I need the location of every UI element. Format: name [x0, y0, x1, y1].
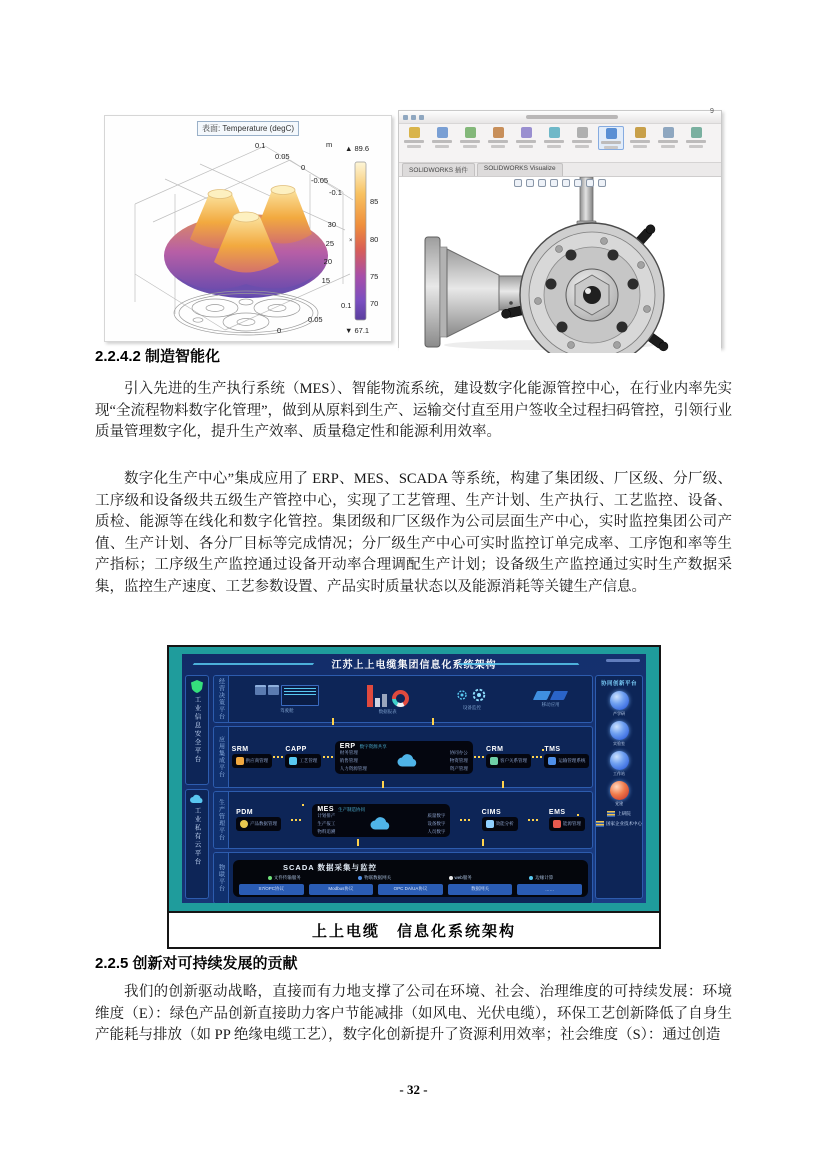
- mes-module: 计划排产: [317, 812, 336, 818]
- left-flange-step: [440, 247, 447, 337]
- app-title: EMS: [548, 809, 566, 816]
- app-title: CAPP: [285, 746, 307, 753]
- app-subtitle: 产品数据管理: [250, 821, 278, 826]
- connector-arrow: [273, 756, 284, 758]
- max-marker: ×: [349, 238, 353, 244]
- mes-module: 质量数字: [427, 812, 446, 818]
- sphere-icon: [610, 751, 629, 770]
- comsol-plot-title: 表面: Temperature (degC): [197, 121, 299, 136]
- spark: [577, 814, 579, 816]
- kpi-label: 驾驶舱: [280, 707, 294, 713]
- connector: [432, 718, 434, 725]
- tab-solidworks-visualize[interactable]: SOLIDWORKS Visualize: [477, 163, 563, 176]
- service-icon: [268, 876, 272, 880]
- y-tick: 0.05: [308, 315, 323, 324]
- app-subtitle: 效能分析: [495, 821, 514, 826]
- architecture-figure: [167, 645, 661, 949]
- legend-label: 上研院: [617, 811, 631, 816]
- app-subtitle: 工艺管理: [299, 758, 318, 763]
- ribbon-group[interactable]: [458, 126, 482, 148]
- app-ems: [549, 809, 585, 831]
- ribbon-group[interactable]: [684, 126, 708, 148]
- toolbar-icon: [419, 115, 424, 120]
- title-swoosh-right: [458, 663, 582, 669]
- app-title: PDM: [236, 809, 254, 816]
- crm-icon: [490, 757, 498, 765]
- sphere-icon: [610, 781, 629, 800]
- colorbar-tick: 75: [370, 272, 379, 281]
- erp-module: 人力资源管理: [339, 765, 367, 771]
- diagram-title: 江苏上上电缆集团信息化系统架构: [331, 660, 497, 671]
- connector-arrow: [291, 819, 302, 821]
- mes-module: 设备数字: [427, 820, 446, 826]
- service-icon: [449, 876, 453, 880]
- app-crm: [486, 746, 531, 768]
- tab-solidworks-addins[interactable]: SOLIDWORKS 插件: [402, 163, 475, 176]
- legend-label: 国家企业技术中心: [606, 821, 642, 826]
- scada-service: web服务: [454, 874, 472, 880]
- tms-icon: [548, 757, 556, 765]
- x-tick: -0.05: [311, 176, 329, 185]
- cloud-icon: [190, 794, 204, 804]
- ribbon-group[interactable]: [430, 126, 454, 148]
- mobile-tiles-icon: [535, 691, 566, 700]
- colorbar-tick: 85: [370, 197, 379, 206]
- scene-icon[interactable]: [598, 179, 606, 187]
- left-platform-column: [185, 675, 209, 899]
- solidworks-figure: [398, 110, 722, 348]
- sphere-label: 党建: [615, 801, 623, 806]
- ribbon-group[interactable]: [656, 126, 680, 148]
- x-tick: 0: [301, 163, 306, 172]
- stray-superscript: 9: [710, 108, 714, 115]
- connector-arrow: [532, 756, 543, 758]
- bore-highlight: [585, 288, 591, 294]
- scada-services: [239, 875, 582, 881]
- flag-icon: [607, 811, 615, 817]
- kpi-label: 设备监控: [462, 705, 481, 710]
- connector: [357, 839, 359, 846]
- app-tag: 生产制造协同: [338, 806, 366, 812]
- solidworks-ribbon: [399, 124, 721, 163]
- connector-arrow: [474, 756, 485, 758]
- colorbar-tick: 80: [370, 235, 379, 244]
- document-title-blur: [526, 115, 618, 119]
- z-tick: 20: [323, 257, 332, 266]
- kpi-mobile: [535, 691, 566, 708]
- diagram-rows: [213, 675, 593, 899]
- app-cims: [482, 809, 518, 831]
- app-title: SRM: [231, 746, 249, 753]
- kpi-dashboard: [255, 685, 319, 714]
- cims-icon: [486, 820, 494, 828]
- ribbon-group[interactable]: [542, 126, 566, 148]
- protocol-button[interactable]: 数据网关: [448, 884, 513, 895]
- gears-icon: [456, 687, 487, 703]
- app-subtitle: 供应商管理: [245, 758, 269, 763]
- connector-arrow: [528, 819, 539, 821]
- axis-unit: m: [326, 140, 333, 149]
- solidworks-tab-row: [399, 163, 721, 177]
- erp-module: 资产管理: [449, 765, 468, 771]
- colorbar-tick: 70: [370, 299, 379, 308]
- spark: [302, 804, 304, 806]
- app-pdm: [236, 809, 281, 831]
- center-bore: [583, 286, 601, 304]
- colorbar-max: ▲ 89.6: [345, 144, 370, 153]
- comsol-3d-plot: [105, 134, 391, 339]
- paragraph-digital-center: 数字化生产中心”集成应用了 ERP、MES、SCADA 等系统，构建了集团级、厂区级、分厂级、工序级和设备级共五级生产管控中心，实现了工艺管理、生产计划、生产执行、工艺监控、设备、质检、能源等在线化和数字化管控。集团级和厂区级作为公司层面生产中心，实时监控集团公司产值、生产计划、各分厂目标等完成情况；分厂级生产中心可实时监控订单完成率、工序饱和率等生产指标；工序级生产监控通过设备开动率合理调配生产计划；设备级生产监控通过实时生产数据采集，监控生产速度、工艺参数设置、产品实时质量状态以及能源消耗等关键生产信息。: [95, 471, 732, 595]
- protocol-button[interactable]: OPC DA/UA协议: [378, 884, 443, 895]
- innovation-node: [610, 751, 629, 777]
- display-style-icon[interactable]: [562, 179, 570, 187]
- row-label: 物联平台: [214, 853, 229, 903]
- zoom-area-icon[interactable]: [526, 179, 534, 187]
- ribbon-group-active[interactable]: [598, 126, 624, 150]
- sphere-icon: [610, 691, 629, 710]
- erp-module: 协同办公: [449, 749, 468, 755]
- sphere-label: 工作站: [613, 771, 625, 776]
- comsol-temperature-figure: [104, 115, 392, 342]
- innovation-node: [610, 721, 629, 747]
- ribbon-group[interactable]: [570, 126, 594, 148]
- neck-hole: [509, 301, 513, 305]
- ribbon-group[interactable]: [628, 126, 652, 148]
- app-title: CIMS: [481, 809, 502, 816]
- figure-caption: 上上电缆 信息化系统架构: [169, 911, 659, 947]
- app-tms: [544, 746, 589, 768]
- erp-module: 财务管理: [339, 749, 358, 755]
- hide-show-icon[interactable]: [574, 179, 582, 187]
- kpi-label: 移动应用: [541, 701, 560, 707]
- app-icon: [403, 115, 408, 120]
- sphere-label: 产学研: [613, 711, 625, 716]
- cad-part-crosshead: [399, 177, 721, 353]
- innovation-title: 协同创新平台: [600, 681, 637, 687]
- heads-up-view-toolbar[interactable]: [514, 179, 606, 187]
- section-heading-225: 2.2.5 创新对可持续发展的贡献: [95, 955, 298, 972]
- collaborative-innovation-column: [595, 675, 643, 899]
- view-orientation-icon[interactable]: [550, 179, 558, 187]
- erp-module: 物资管理: [449, 757, 468, 763]
- row-label: 生产管理平台: [214, 792, 229, 848]
- z-tick: 15: [321, 276, 330, 285]
- legend-research-institute: [607, 811, 631, 817]
- shield-icon: [191, 680, 203, 693]
- cloud-platform-label: 工业私有云平台: [193, 807, 201, 867]
- row-application-integration: [213, 726, 593, 788]
- flag-icon: [596, 821, 604, 827]
- mes-module: 生产报工: [317, 820, 336, 826]
- cone-body: [447, 249, 499, 337]
- srm-icon: [236, 757, 244, 765]
- mes-module: 人员数字: [427, 828, 446, 834]
- toolbar-icon: [411, 115, 416, 120]
- spark: [542, 749, 544, 751]
- diagram-titlebar: [182, 654, 646, 672]
- x-tick: 0.05: [275, 152, 290, 161]
- scada-service: 文件传输服务: [273, 874, 301, 880]
- kpi-equipment-monitor: [456, 687, 487, 711]
- app-subtitle: 能源管理: [562, 821, 581, 826]
- scada-service: 边缘计算: [535, 874, 554, 880]
- sphere-icon: [610, 721, 629, 740]
- protocol-button[interactable]: ……: [517, 884, 582, 895]
- ribbon-group[interactable]: [514, 126, 538, 148]
- connector: [482, 839, 484, 846]
- connector: [382, 781, 384, 788]
- pdm-icon: [240, 820, 248, 828]
- x-tick: -0.1: [329, 188, 342, 197]
- connector-arrow: [323, 756, 334, 758]
- app-title: CRM: [486, 746, 504, 753]
- ribbon-group[interactable]: [402, 126, 426, 148]
- section-view-icon[interactable]: [538, 179, 546, 187]
- protocol-button[interactable]: S7/OPC协议: [239, 884, 304, 895]
- service-icon: [529, 876, 533, 880]
- z-tick: 30: [327, 220, 336, 229]
- app-subtitle: 运输管理系统: [558, 758, 586, 763]
- sphere-label: 实验室: [613, 741, 625, 746]
- cloud-icon: [397, 753, 419, 768]
- solidworks-viewport[interactable]: [399, 177, 721, 353]
- innovation-node: [610, 781, 629, 807]
- app-title: ERP: [339, 742, 356, 750]
- service-icon: [358, 876, 362, 880]
- z-tick: 25: [325, 239, 334, 248]
- ribbon-group[interactable]: [486, 126, 510, 148]
- left-flange: [425, 237, 440, 347]
- innovation-node: [610, 691, 629, 717]
- app-title: TMS: [544, 746, 561, 753]
- industrial-private-cloud-platform: [185, 789, 209, 899]
- mes-module: 物料追溯: [317, 828, 336, 834]
- connector-arrow: [460, 819, 471, 821]
- title-swoosh-left: [190, 663, 314, 669]
- kpi-report-charts: [367, 683, 409, 715]
- row-label: 应用集成平台: [214, 727, 229, 787]
- kpi-label: 数据报表: [378, 709, 397, 714]
- row-decision-platform: [213, 675, 593, 723]
- row-iot-platform: [213, 852, 593, 903]
- bar-chart-icon: [367, 683, 387, 707]
- section-heading-2242: 2.2.4.2 制造智能化: [95, 348, 221, 365]
- capp-icon: [289, 757, 297, 765]
- scada-service: 物联数据网关: [364, 874, 392, 880]
- donut-chart-icon: [392, 690, 409, 707]
- protocol-button[interactable]: Modbus协议: [309, 884, 374, 895]
- app-mes: [312, 804, 450, 837]
- scada-title: SCADA 数据采集与监控: [283, 862, 377, 872]
- cloud-icon: [370, 816, 392, 831]
- x-tick: 0.1: [255, 141, 266, 150]
- paragraph-sustainability: 我们的创新驱动战略，直接而有力地支撑了公司在环境、社会、治理维度的可持续发展：环境维度（E）：绿色产品创新直接助力客户节能减排（如风电、光伏电缆），环保工艺创新降低了自身生产能耗与排放（如 PP 绝缘电缆工艺），数字化创新提升了资源利用效率；社会维度（S）：通过创造: [95, 984, 732, 1044]
- row-production-management: [213, 791, 593, 849]
- colorbar: [355, 162, 366, 320]
- app-srm: [232, 746, 273, 768]
- connector: [502, 781, 504, 788]
- scada-panel: [233, 860, 588, 897]
- app-subtitle: 客户关系管理: [500, 758, 528, 763]
- app-capp: [285, 746, 321, 768]
- architecture-diagram: [182, 654, 646, 903]
- app-tag: 数字资源共享: [359, 743, 387, 749]
- appearance-icon[interactable]: [586, 179, 594, 187]
- solidworks-titlebar: [399, 111, 721, 124]
- industrial-security-platform: [185, 675, 209, 785]
- ems-icon: [553, 820, 561, 828]
- legend-tech-center: [596, 821, 642, 827]
- erp-module: 销售管理: [339, 757, 358, 763]
- corner-version-text: [606, 659, 640, 662]
- page-number: - 32 -: [399, 1082, 428, 1097]
- figure-teal-frame: [169, 647, 659, 911]
- app-title: MES: [317, 805, 335, 813]
- y-tick: 0: [277, 326, 282, 335]
- protocol-buttons: [239, 884, 582, 895]
- row-label: 经营决策平台: [214, 676, 229, 722]
- security-platform-label: 工业信息安全平台: [193, 696, 201, 764]
- app-erp: [335, 741, 473, 774]
- colorbar-min: ▼ 67.1: [345, 326, 370, 335]
- y-tick: 0.1: [341, 301, 352, 310]
- connector: [332, 718, 334, 725]
- zoom-fit-icon[interactable]: [514, 179, 522, 187]
- paragraph-mes: 引入先进的生产执行系统（MES）、智能物流系统，建设数字化能源管控中心，在行业内率先实现“全流程物料数字化管理”，做到从原料到生产、运输交付直至用户签收全过程扫码管控，引领行业质量管理数字化，提升生产效率、质量稳定性和能源利用效率。: [95, 381, 732, 441]
